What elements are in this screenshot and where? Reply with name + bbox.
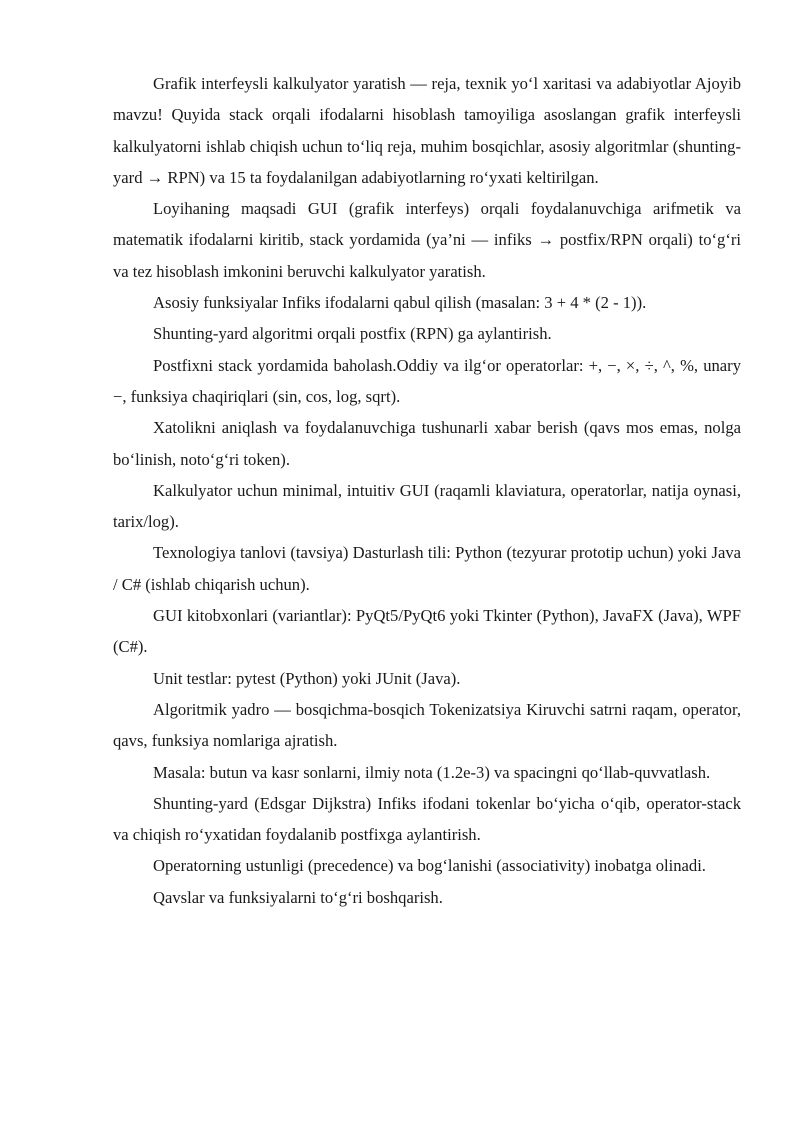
paragraph-postfix-evaluation: Postfixni stack yordamida baholash.Oddiy va ilg‘or operatorlar: +, −, ×, ÷, ^, %, unary −, funksiya chaqiriqlari (sin, cos, log, sqrt). (113, 355, 741, 406)
body-text (113, 68, 741, 913)
paragraph-tokenization: Algoritmik yadro — bosqichma-bosqich Tokenizatsiya Kiruvchi satrni raqam, operator, qavs, funksiya nomlariga ajratish. (113, 699, 741, 751)
paragraph-shunting-yard: Shunting-yard (Edsgar Dijkstra) Infiks ifodani tokenlar bo‘yicha o‘qib, operator-stack va chiqish ro‘yxatidan foydalanib postfixga aylantirish. (113, 793, 741, 845)
paragraph-precedence: Operatorning ustunligi (precedence) va bog‘lanishi (associativity) inobatga olinadi. (153, 856, 706, 876)
paragraph-gui-libraries: GUI kitobxonlari (variantlar): PyQt5/PyQt6 yoki Tkinter (Python), JavaFX (Java), WPF (C#). (113, 606, 741, 657)
paragraph-error-handling: Xatolikni aniqlash va foydalanuvchiga tushunarli xabar berish (qavs mos emas, nolga bo‘linish, noto‘g‘ri token). (113, 418, 741, 469)
paragraph-goal: Loyihaning maqsadi GUI (grafik interfeys) orqali foydalanuvchiga arifmetik va matematik ifodalarni kiritib, stack yordamida (ya’ni — infiks → postfix/RPN orqali) to‘g‘ri va tez hisoblash imkonini beruvchi kalkulyator yaratish. (113, 199, 741, 281)
paragraph-number-support: Masala: butun va kasr sonlarni, ilmiy nota (1.2e-3) va spacingni qo‘llab-quvvatlash. (153, 762, 711, 782)
paragraph-technology-choice: Texnologiya tanlovi (tavsiya) Dasturlash tili: Python (tezyurar prototip uchun) yoki Java / C# (ishlab chiqarish uchun). (113, 543, 741, 594)
paragraph-main-functions: Asosiy funksiyalar Infiks ifodalarni qabul qilish (masalan: 3 + 4 * (2 - 1)). (153, 293, 647, 313)
paragraph-intro: Grafik interfeysli kalkulyator yaratish — reja, texnik yo‘l xaritasi va adabiyotlar Ajoyib mavzu! Quyida stack orqali ifodalarni hisoblash tamoyiliga asoslangan grafik interfeysli kalkulyatorni ishlab chiqish uchun to‘liq reja, muhim bosqichlar, asosiy algoritmlar (shunting-yard → RPN) va 15 ta foydalanilgan adabiyotlarning ro‘yxati keltirilgan. (113, 74, 741, 187)
paragraph-parentheses: Qavslar va funksiyalarni to‘g‘ri boshqarish. (153, 887, 443, 907)
paragraph-gui: Kalkulyator uchun minimal, intuitiv GUI (raqamli klaviatura, operatorlar, natija oynasi, tarix/log). (113, 480, 741, 532)
paragraph-unit-tests: Unit testlar: pytest (Python) yoki JUnit (Java). (153, 668, 461, 688)
paragraph-shunting-yard-conversion: Shunting-yard algoritmi orqali postfix (RPN) ga aylantirish. (153, 324, 552, 344)
